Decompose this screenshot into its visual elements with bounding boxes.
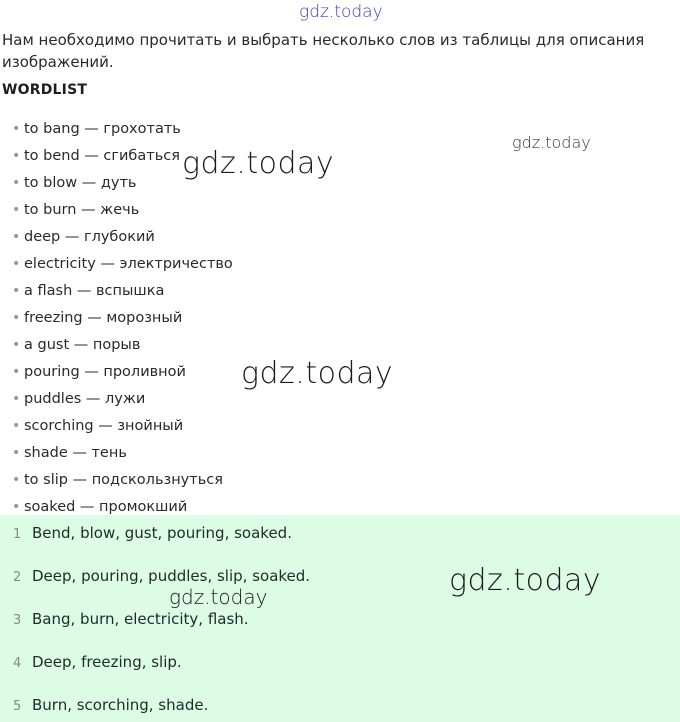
bullet-icon: • [12, 337, 21, 353]
bullet-icon: • [12, 364, 21, 380]
word-item: • soaked — промокший [12, 495, 233, 522]
word-item: • freezing — морозный [12, 306, 233, 333]
word-item: • deep — глубокий [12, 225, 233, 252]
bullet-icon: • [12, 175, 21, 191]
bullet-icon: • [12, 148, 21, 164]
bullet-icon: • [12, 283, 21, 299]
answer-text: Deep, freezing, slip. [32, 653, 182, 671]
wordlist-heading: WORDLIST [2, 82, 88, 98]
bullet-icon: • [12, 229, 21, 245]
answer-item [13, 519, 292, 547]
word-item: • to burn — жечь [12, 198, 233, 225]
word-item: • to bend — сгибаться [12, 144, 233, 171]
watermark: gdz.today [512, 133, 591, 152]
word-item: • a gust — порыв [12, 333, 233, 360]
watermark: gdz.today [182, 146, 335, 181]
word-item: • to blow — дуть [12, 171, 233, 198]
bullet-icon: • [12, 256, 21, 272]
bullet-icon: • [12, 499, 21, 515]
answer-number: 3 [13, 613, 22, 628]
answer-number: 2 [13, 570, 22, 585]
word-item: • a flash — вспышка [12, 279, 233, 306]
watermark-top: gdz.today [299, 2, 383, 22]
answer-number: 4 [13, 656, 22, 671]
answer-text: Bang, burn, electricity, flash. [32, 610, 249, 628]
watermark: gdz.today [241, 356, 394, 391]
answer-text: Bend, blow, gust, pouring, soaked. [32, 524, 292, 542]
watermark: gdz.today [449, 563, 602, 598]
bullet-icon: • [12, 391, 21, 407]
word-item: • to slip — подскользнуться [12, 468, 233, 495]
bullet-icon: • [12, 445, 21, 461]
word-item: • pouring — проливной [12, 360, 233, 387]
word-item: • puddles — лужи [12, 387, 233, 414]
word-item: • electricity — электричество [12, 252, 233, 279]
bullet-icon: • [12, 121, 21, 137]
answer-text: Deep, pouring, puddles, slip, soaked. [32, 567, 311, 585]
word-item: • scorching — знойный [12, 414, 233, 441]
answer-item [13, 691, 208, 719]
answer-number: 1 [13, 527, 22, 542]
watermark: gdz.today [169, 585, 268, 609]
bullet-icon: • [12, 472, 21, 488]
answer-item [13, 648, 182, 676]
answer-item [13, 605, 249, 633]
intro-text: Нам необходимо прочитать и выбрать несколько слов из таблицы для описания изображений. [2, 31, 645, 71]
word-item: • to bang — грохотать [12, 117, 233, 144]
answers-block [0, 515, 680, 722]
bullet-icon: • [12, 418, 21, 434]
bullet-icon: • [12, 310, 21, 326]
answer-text: Burn, scorching, shade. [32, 696, 209, 714]
word-item: • shade — тень [12, 441, 233, 468]
bullet-icon: • [12, 202, 21, 218]
answer-number: 5 [13, 699, 22, 714]
